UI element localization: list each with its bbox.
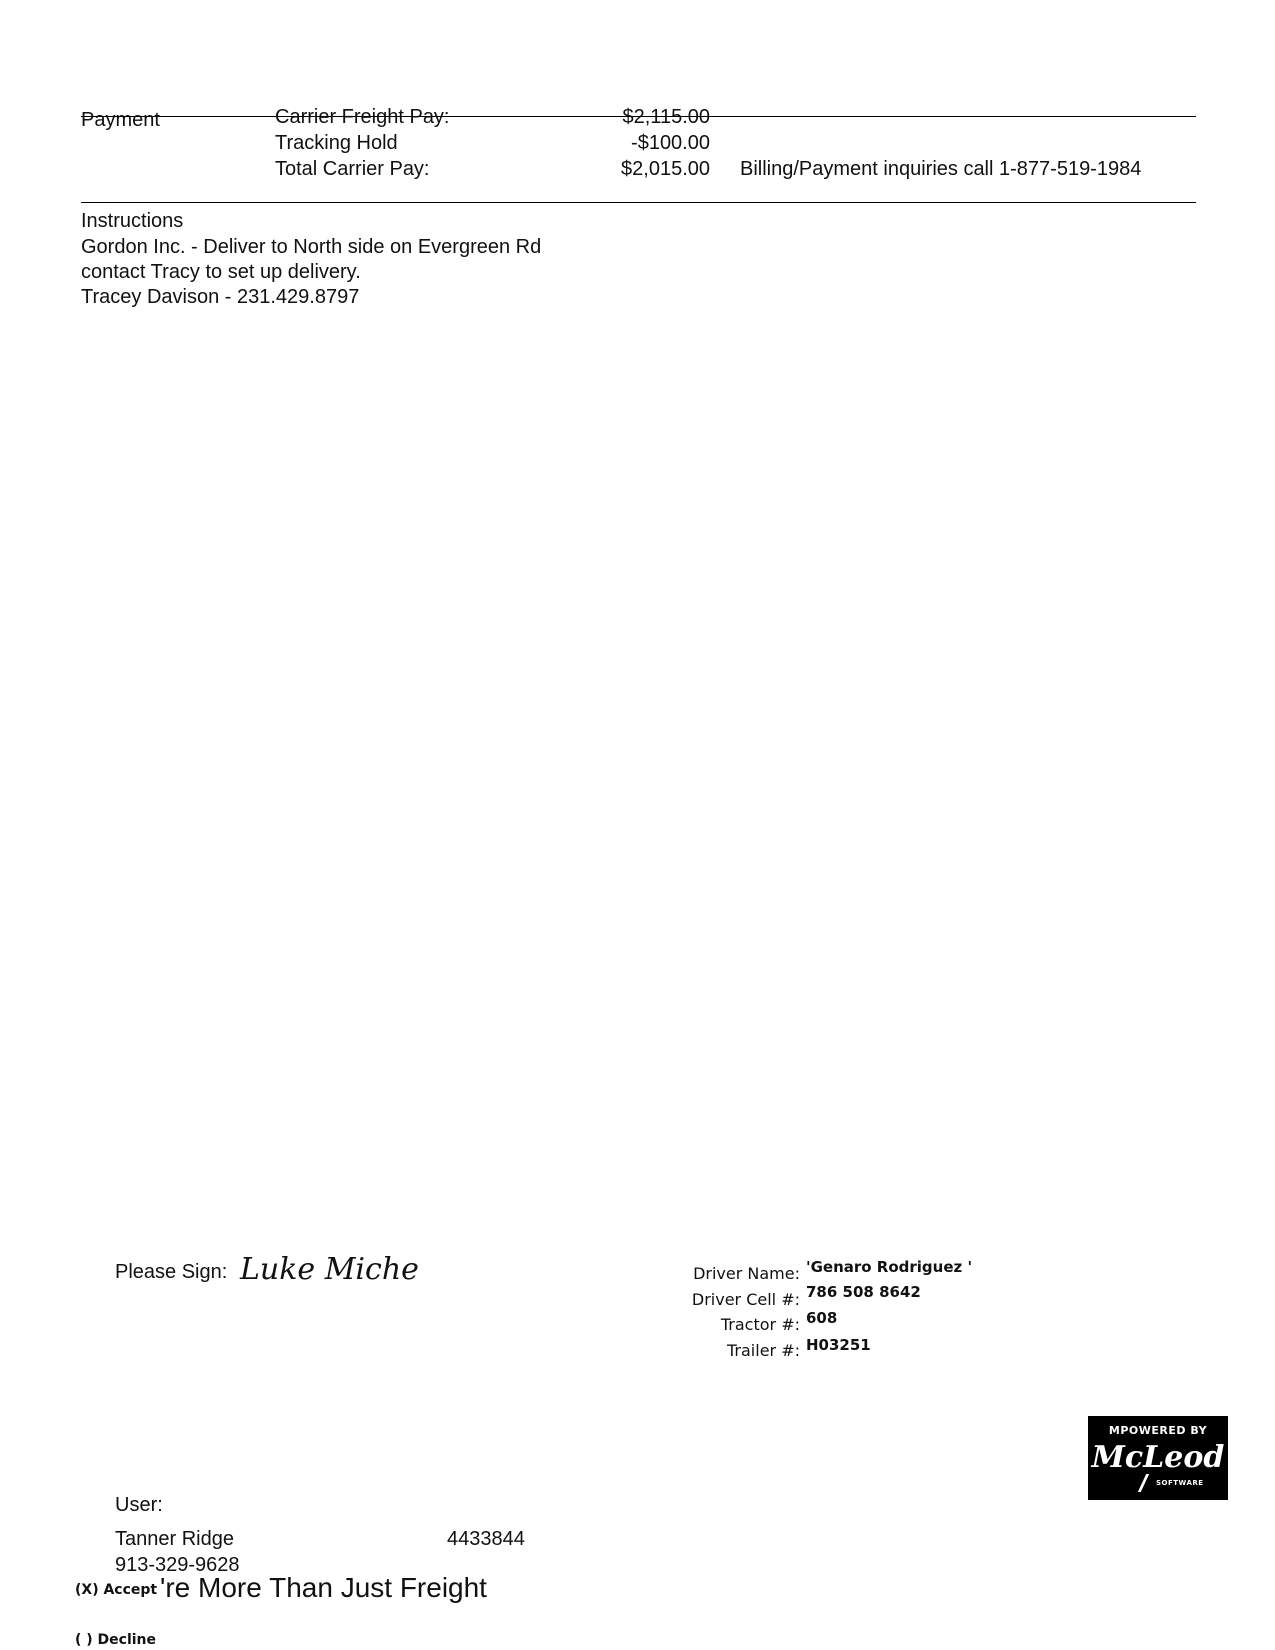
driver-cell-label: Driver Cell #: [691,1290,800,1309]
payment-section-label: Payment [81,109,160,131]
instructions-heading: Instructions [81,210,184,232]
instructions-line: Tracey Davison - 231.429.8797 [81,286,360,308]
driver-name-value: 'Genaro Rodriguez ' [806,1258,973,1276]
logo-powered-by-text: MPOWERED BY [1108,1424,1208,1437]
driver-cell-value: 786 508 8642 [806,1283,921,1301]
user-name: Tanner Ridge [115,1528,234,1550]
trailer-value: H03251 [806,1336,871,1354]
payment-bottom-divider [81,202,1196,203]
billing-inquiries-text: Billing/Payment inquiries call 1-877-519-1984 [740,158,1142,180]
instructions-line: Gordon Inc. - Deliver to North side on Evergreen Rd [81,236,542,258]
user-phone: 913-329-9628 [115,1554,240,1576]
logo-software-text: SOFTWARE [1156,1479,1204,1487]
tractor-value: 608 [806,1309,838,1327]
total-carrier-pay-label: Total Carrier Pay: [275,158,430,180]
user-id: 4433844 [447,1528,525,1550]
total-carrier-pay-amount: $2,015.00 [621,158,710,180]
tractor-label: Tractor #: [720,1315,800,1334]
slogan-text: 're More Than Just Freight [160,1572,487,1603]
logo-brand-text: McLeod [1091,1440,1225,1475]
user-label: User: [115,1494,163,1516]
accept-option[interactable]: (X) Accept [75,1582,158,1598]
tracking-hold-label: Tracking Hold [275,132,398,154]
please-sign-label: Please Sign: [115,1261,228,1283]
carrier-freight-pay-amount: $2,115.00 [622,106,710,128]
tracking-hold-amount: -$100.00 [631,132,710,154]
handwritten-signature: Luke Miche [240,1252,419,1287]
logo-slash-mark [1138,1474,1149,1492]
mcleod-logo [1088,1416,1228,1500]
carrier-freight-pay-label: Carrier Freight Pay: [275,106,450,128]
driver-name-label: Driver Name: [693,1264,800,1283]
trailer-label: Trailer #: [727,1341,800,1360]
decline-option[interactable]: ( ) Decline [75,1632,157,1648]
instructions-line: contact Tracy to set up delivery. [81,261,361,283]
